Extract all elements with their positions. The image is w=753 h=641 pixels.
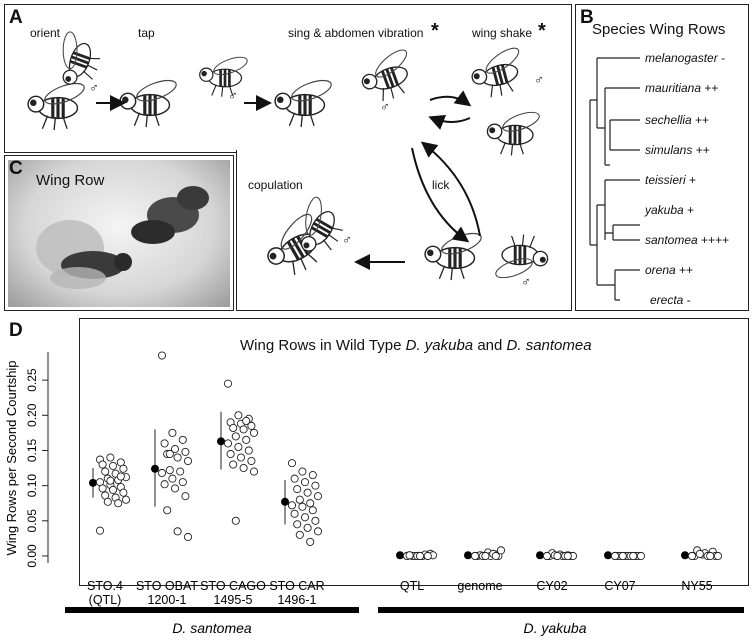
x-tick-label: CY07: [604, 579, 636, 593]
data-point: [117, 473, 124, 480]
mean-point: [89, 479, 97, 487]
data-point: [288, 502, 295, 509]
data-point: [243, 436, 250, 443]
data-point: [169, 475, 176, 482]
male-symbol-4: ♂: [534, 72, 544, 87]
data-point: [243, 417, 250, 424]
data-point: [235, 412, 242, 419]
data-point: [611, 552, 618, 559]
data-point: [309, 471, 316, 478]
x-tick-label: STO OBAT: [135, 579, 199, 593]
data-point: [96, 527, 103, 534]
data-point: [554, 552, 561, 559]
data-point: [182, 448, 189, 455]
data-point: [109, 486, 116, 493]
stage-wing-shake: wing shake: [472, 26, 533, 40]
species-name: erecta: [650, 293, 684, 307]
data-point: [424, 552, 431, 559]
species-score: -: [721, 51, 726, 65]
data-series: [89, 352, 722, 560]
data-point: [314, 493, 321, 500]
x-tick-label: QTL: [399, 579, 425, 593]
category-group: [281, 460, 322, 546]
species-name: teissieri: [645, 173, 686, 187]
mean-point: [396, 551, 404, 559]
data-point: [240, 426, 247, 433]
data-point: [174, 454, 181, 461]
data-point: [299, 503, 306, 510]
data-point: [637, 552, 644, 559]
data-point: [294, 486, 301, 493]
species-score: ++: [679, 263, 694, 277]
data-point: [497, 547, 504, 554]
data-point: [696, 550, 703, 557]
asterisk-sing: *: [431, 20, 439, 42]
data-point: [307, 538, 314, 545]
x-tick-label: STO.4: [87, 579, 123, 593]
data-point: [115, 500, 122, 507]
category-group: [464, 547, 505, 560]
y-axis-label: Wing Rows per Second Courtship: [4, 360, 19, 556]
data-point: [543, 552, 550, 559]
x-tick-label: CY02: [536, 579, 568, 593]
data-point: [232, 433, 239, 440]
male-symbol-6: ♂: [521, 274, 531, 289]
species-score: -: [686, 293, 691, 307]
category-group: [89, 454, 130, 534]
data-point: [492, 552, 499, 559]
y-tick-label: 0.05: [25, 509, 39, 533]
data-point: [406, 552, 413, 559]
data-point: [304, 489, 311, 496]
data-point: [224, 440, 231, 447]
data-point: [99, 485, 106, 492]
category-group: [396, 550, 437, 559]
data-point: [301, 479, 308, 486]
mean-point: [464, 551, 472, 559]
data-point: [179, 479, 186, 486]
data-point: [250, 468, 257, 475]
data-point: [312, 482, 319, 489]
data-point: [182, 493, 189, 500]
species-name: melanogaster: [645, 51, 718, 65]
species-score: ++: [695, 113, 710, 127]
species-score: ++: [704, 81, 719, 95]
data-point: [296, 496, 303, 503]
mean-point: [681, 551, 689, 559]
group-label-santomea: D. santomea: [172, 620, 252, 636]
data-point: [714, 552, 721, 559]
stage-lick: lick: [432, 178, 450, 192]
panel-c-label: C: [9, 158, 23, 179]
asterisk-shake: *: [538, 20, 546, 42]
stage-tap: tap: [138, 26, 155, 40]
data-point: [230, 461, 237, 468]
group-label-yakuba: D. yakuba: [523, 620, 587, 636]
data-point: [471, 552, 478, 559]
data-point: [184, 533, 191, 540]
data-point: [120, 465, 127, 472]
data-point: [291, 510, 298, 517]
data-point: [294, 521, 301, 528]
data-point: [250, 429, 257, 436]
species-name: mauritiana: [645, 81, 702, 95]
data-point: [482, 552, 489, 559]
x-tick-sublabel: 1495-5: [213, 593, 253, 607]
category-group: [151, 352, 192, 541]
data-point: [307, 500, 314, 507]
data-point: [619, 552, 626, 559]
title-and: and: [473, 337, 507, 354]
data-point: [177, 468, 184, 475]
species-score: ++: [695, 143, 710, 157]
title-species-1: D. yakuba: [405, 337, 474, 354]
data-point: [296, 531, 303, 538]
mean-point: [151, 465, 159, 473]
data-point: [309, 507, 316, 514]
data-point: [301, 514, 308, 521]
data-point: [122, 496, 129, 503]
x-tick-label: genome: [457, 579, 503, 593]
data-point: [230, 424, 237, 431]
panel-a-label: A: [9, 7, 23, 28]
stage-orient: orient: [30, 26, 61, 40]
panel-b-title: Species Wing Rows: [592, 21, 726, 38]
mean-point: [217, 437, 225, 445]
data-point: [179, 436, 186, 443]
data-point: [158, 469, 165, 476]
data-point: [164, 507, 171, 514]
data-point: [291, 475, 298, 482]
category-group: [217, 380, 258, 524]
male-symbol-2: ♂: [228, 88, 238, 103]
species-name: sechellia: [645, 113, 692, 127]
data-point: [707, 552, 714, 559]
data-point: [99, 461, 106, 468]
data-point: [299, 468, 306, 475]
panel-b-label: B: [580, 7, 594, 28]
x-tick-sublabel: 1200-1: [147, 593, 187, 607]
male-symbol-1: ♂: [89, 80, 99, 95]
data-point: [248, 457, 255, 464]
species-score: +: [687, 203, 695, 217]
data-point: [688, 552, 695, 559]
data-point: [166, 467, 173, 474]
data-point: [237, 454, 244, 461]
data-point: [161, 481, 168, 488]
group-bar-santomea: [65, 607, 359, 613]
category-group: [681, 547, 722, 560]
male-symbol-3: ♂: [380, 99, 390, 114]
data-point: [120, 489, 127, 496]
data-point: [314, 528, 321, 535]
mean-point: [281, 498, 289, 506]
category-group: [604, 551, 645, 559]
species-score: ++++: [701, 233, 730, 247]
data-point: [312, 517, 319, 524]
species-name: simulans: [645, 143, 693, 157]
x-tick-sublabel: 1496-1: [277, 593, 317, 607]
mean-point: [536, 551, 544, 559]
data-point: [102, 468, 109, 475]
stage-copulation: copulation: [248, 178, 303, 192]
data-point: [158, 352, 165, 359]
data-point: [416, 552, 423, 559]
data-point: [232, 517, 239, 524]
data-point: [240, 464, 247, 471]
species-name: santomea: [645, 233, 698, 247]
data-point: [107, 454, 114, 461]
y-tick-label: 0.20: [25, 403, 39, 427]
x-tick-labels: [87, 579, 713, 607]
data-point: [564, 552, 571, 559]
data-point: [109, 462, 116, 469]
data-point: [107, 477, 114, 484]
data-point: [184, 457, 191, 464]
data-point: [171, 485, 178, 492]
y-tick-label: 0.10: [25, 473, 39, 498]
title-prefix: Wing Rows in Wild Type: [240, 337, 406, 354]
data-point: [245, 447, 252, 454]
data-point: [166, 450, 173, 457]
y-ticks: [25, 368, 48, 568]
data-point: [630, 552, 637, 559]
y-tick-label: 0.25: [25, 368, 39, 392]
data-point: [169, 429, 176, 436]
data-point: [161, 440, 168, 447]
data-point: [174, 528, 181, 535]
data-point: [104, 498, 111, 505]
title-species-2: D. santomea: [506, 337, 592, 354]
mean-point: [604, 551, 612, 559]
species-score: +: [689, 173, 697, 187]
male-symbol-5: ♂: [342, 232, 352, 247]
y-tick-label: 0.00: [25, 544, 39, 568]
x-tick-label: NY55: [681, 579, 713, 593]
species-name: orena: [645, 263, 676, 277]
data-point: [288, 460, 295, 467]
x-tick-label: STO CAGO: [200, 579, 266, 593]
data-point: [227, 450, 234, 457]
panel-c-title: Wing Row: [36, 172, 105, 189]
x-tick-sublabel: (QTL): [88, 593, 122, 607]
group-bar-yakuba: [378, 607, 744, 613]
y-tick-label: 0.15: [25, 438, 39, 463]
data-point: [235, 443, 242, 450]
panel-d-label: D: [9, 320, 23, 341]
x-tick-label: STO CAR: [269, 579, 325, 593]
stage-sing: sing & abdomen vibration: [288, 26, 424, 40]
data-point: [304, 524, 311, 531]
data-point: [224, 380, 231, 387]
category-group: [536, 550, 577, 560]
species-name: yakuba: [645, 203, 684, 217]
